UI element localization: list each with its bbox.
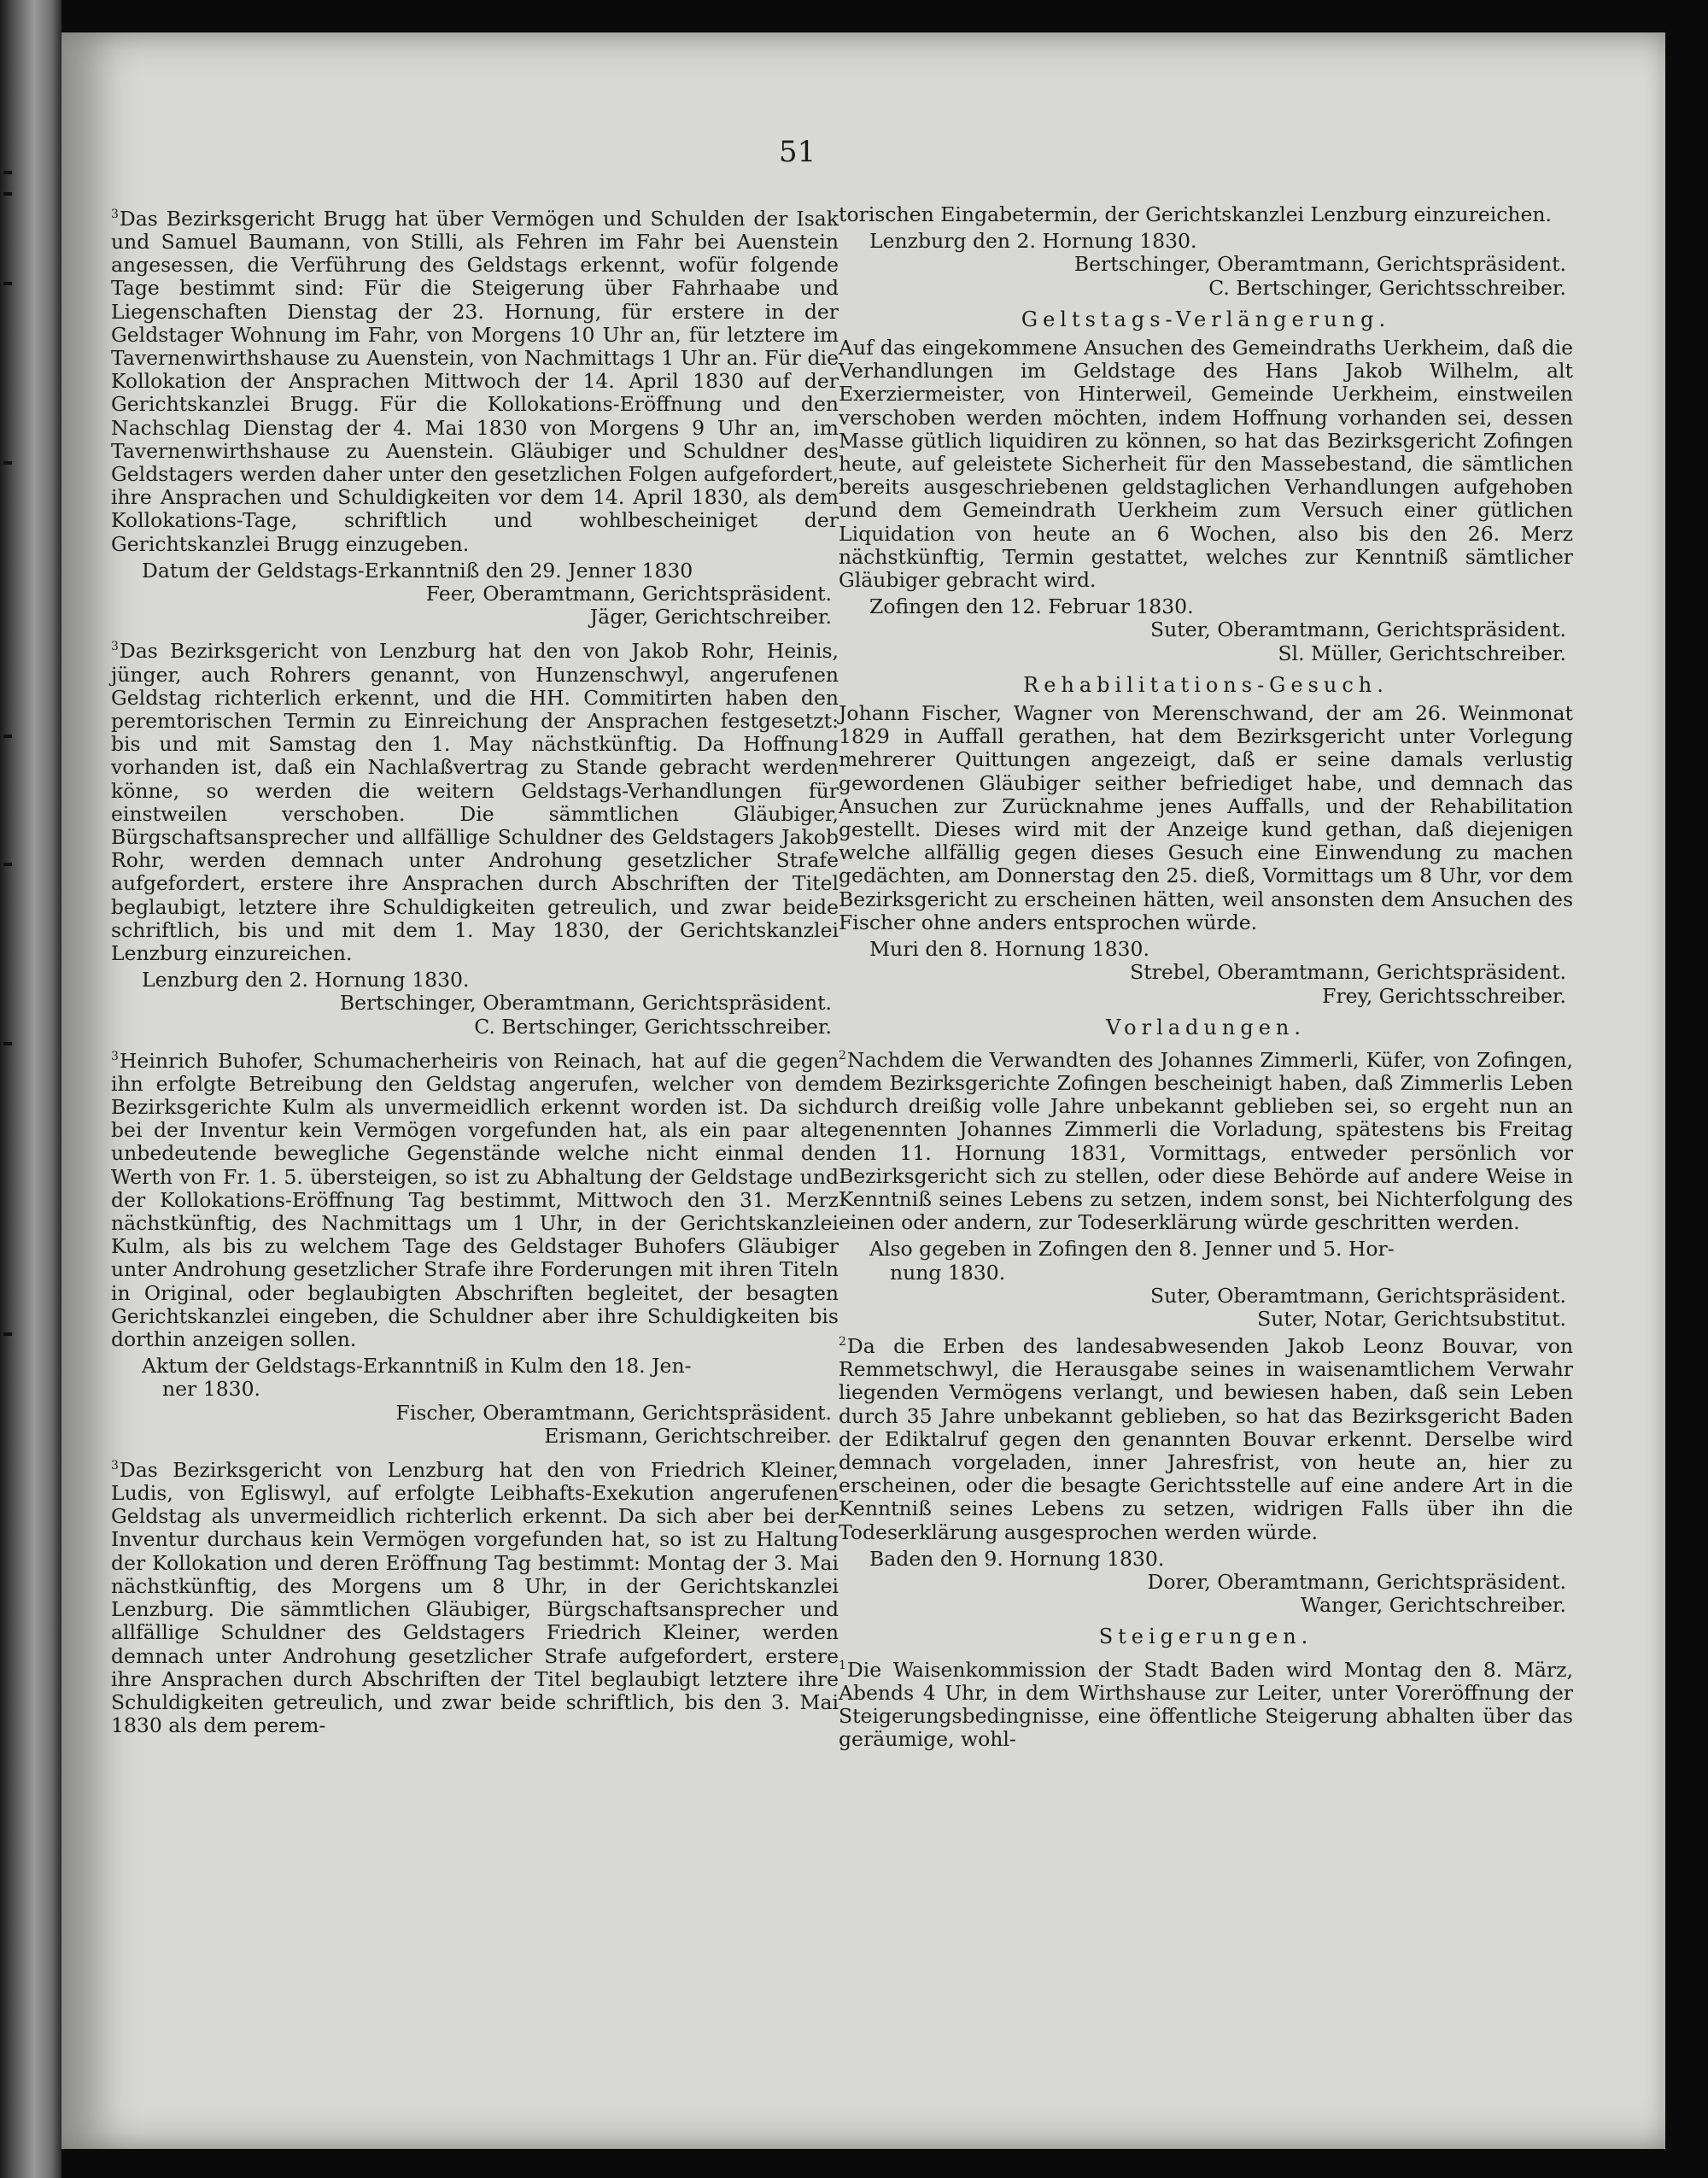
notice-lenzburg-rohr xyxy=(111,635,839,965)
notice-mark: 3 xyxy=(111,640,119,654)
section-heading-steigerungen: Steigerungen. xyxy=(1098,1625,1313,1649)
adjacent-page-edge xyxy=(0,0,61,2178)
signature-clerk: Wanger, Gerichtschreiber. xyxy=(1300,1593,1566,1618)
signature-clerk: Sl. Müller, Gerichtschreiber. xyxy=(1278,641,1566,665)
notice-date: Also gegeben in Zofingen den 8. Jenner und 5. Hor- xyxy=(869,1237,1395,1262)
notice-text: Das Bezirksgericht von Lenzburg hat den von Friedrich Kleiner, Ludis, von Egliswyl, auf erfolgte Leibhafts-Exekution angerufenen Geldstag als unvermeidlich richterlich erkennt. Da sich aber bei der Inventur durchaus kein Vermögen vorgefunden hat, so ist zu Haltung der Kollokation und deren Eröffnung Tag bestimmt: Montag der 3. Mai nächstkünftig, des Morgens um 8 Uhr, in der Gerichtskanzlei Lenzburg. Die sämmtlichen Gläubiger, Bürgschaftsansprecher und allfällige Schuldner des Geldstagers Friedrich Kleiner, werden demnach unter Androhung gesetzlicher Strafe aufgefordert, erstere ihre Ansprachen durch Abschriften der Titel beglaubigt letztere ihre Schuldigkeiten getreulich, und zwar beide schriftlich, bis den 3. Mai 1830 als dem perem- xyxy=(111,1457,839,1738)
section-heading-geltstags-verlaengerung: Geltstags-Verlängerung. xyxy=(1021,307,1391,331)
notice-bouvar xyxy=(839,1331,1573,1544)
newspaper-page xyxy=(61,32,1665,2149)
notice-date: Lenzburg den 2. Hornung 1830. xyxy=(869,229,1197,254)
signature-president: Bertschinger, Oberamtmann, Gerichtspräsident. xyxy=(1073,252,1566,277)
page-number: 51 xyxy=(779,135,816,169)
notice-date: Lenzburg den 2. Hornung 1830. xyxy=(142,968,470,992)
signature-clerk: Jäger, Gerichtschreiber. xyxy=(589,605,832,629)
notice-mark: 3 xyxy=(111,1049,119,1063)
notice-text: Nachdem die Verwandten des Johannes Zimmerli, Küfer, von Zofingen, dem Bezirksgerichte Zofingen bescheinigt haben, daß Zimmerlis Leben durch dreißig volle Jahre unbekannt geblieben sei, so ergeht nun an genennten Johannes Zimmerli die Vorladung, spätestens bis Freitag den 11. Hornung 1831, Vormittags, entweder persönlich vor Bezirksgericht sich zu stellen, oder diese Behörde auf andere Weise in Kenntniß seines Lebens zu setzen, indem sonst, bei Nichterfolgung des einen oder andern, zur Todeserklärung würde geschritten werden. xyxy=(839,1047,1573,1235)
right-column xyxy=(839,203,1573,1754)
signature-president: Strebel, Oberamtmann, Gerichtspräsident. xyxy=(1130,960,1566,985)
notice-text: Das Bezirksgericht von Lenzburg hat den von Jakob Rohr, Heinis, jünger, auch Rohrers genannt, von Hunzenschwyl, angerufenen Geldstag richterlich erkennt, und die HH. Commitirten haben den peremtorischen Termin zu Einreichung der Ansprachen festgesetzt: bis und mit Samstag den 1. May nächstkünftig. Da Hoffnung vorhanden ist, daß ein Nachlaßvertrag zu Stande gebracht werden könne, so werden die weitern Geldstags-Verhandlungen für einstweilen verschoben. Die sämmtlichen Gläubiger, Bürgschaftsansprecher und allfällige Schuldner des Geldstagers Jakob Rohr, werden demnach unter Androhung gesetzlicher Strafe aufgefordert, erstere ihre Ansprachen durch Abschriften der Titel beglaubigt, letztere ihre Schuldigkeiten getreulich, und zwar beide schriftlich, bis und mit dem 1. May 1830, der Gerichtskanzlei Lenzburg einzureichen. xyxy=(111,639,839,965)
notice-text: Das Bezirksgericht Brugg hat über Vermögen und Schulden der Isak und Samuel Baumann, von Stilli, als Fehren im Fahr bei Auenstein angesessen, die Verführung des Geldstags erkennt, wofür folgende Tage bestimmt sind: Für die Steigerung über Fahrhaabe und Liegenschaften Dienstag der 23. Hornung, für erstere in der Geldstager Wohnung im Fahr, von Morgens 10 Uhr an, für letztere im Tavernenwirthshause zu Auenstein, von Nachmittags 1 Uhr an. Für die Kollokation der Ansprachen Mittwoch der 14. April 1830 auf der Gerichtskanzlei Brugg. Für die Kollokations-Eröffnung und den Nachschlag Dienstag der 4. Mai 1830 von Morgens 9 Uhr an, im Tavernenwirthshause zu Auenstein. Gläubiger und Schuldner des Geldstagers werden daher unter den gesetzlichen Folgen aufgefordert, ihre Ansprachen und Schuldigkeiten vor dem 14. April 1830, als dem Kollokations-Tage, schriftlich und wohlbescheiniget der Gerichtskanzlei Brugg einzugeben. xyxy=(111,206,839,556)
notice-mark: 3 xyxy=(111,208,119,221)
notice-uerkheim: Auf das eingekommene Ansuchen des Gemeindraths Uerkheim, daß die Verhandlungen im Geldstage des Hans Jakob Wilhelm, alt Exerziermeister, von Hinterweil, Gemeinde Uerkheim, einstweilen verschoben werden möchten, indem Hoffnung vorhanden sei, dessen Masse gütlich liquidiren zu können, so hat das Bezirksgericht Zofingen heute, auf geleistete Sicherheit für den Massebestand, die sämtlichen bereits ausgeschriebenen geldstaglichen Verhandlungen aufgehoben und dem Gemeindrath Uerkheim zum Versuch einer gütlichen Liquidation von heute an 6 Wochen, also bis den 26. Merz nächstkünftig, Termin gestattet, welches zur Kenntniß sämtlicher Gläubiger gebracht wird. xyxy=(839,336,1573,593)
signature-president: Feer, Oberamtmann, Gerichtspräsident. xyxy=(425,582,832,606)
notice-zimmerli xyxy=(839,1045,1573,1234)
notice-brugg xyxy=(111,203,839,556)
signature-president: Suter, Oberamtmann, Gerichtspräsident. xyxy=(1150,618,1566,642)
notice-date-continued: ner 1830. xyxy=(162,1377,261,1402)
notice-fischer: Johann Fischer, Wagner von Merenschwand, der am 26. Weinmonat 1829 in Auffall gerathen, hat dem Bezirksgericht unter Vorlegung mehrerer Quittungen angezeigt, daß er seine damals verlustig gewordenen Gläubiger seither befriediget habe, und demnach das Ansuchen zur Zurücknahme jenes Auffalls, und der Rehabilitation gestellt. Dieses wird mit der Anzeige kund gethan, daß diejenigen welche allfällig gegen dieses Gesuch eine Einwendung zu machen gedächten, am Donnerstag den 25. dieß, Vormittags um 8 Uhr, vor dem Bezirksgericht zu erscheinen hätten, weil ansonsten dem Ansuchen des Fischer ohne anders entsprochen würde. xyxy=(839,701,1573,934)
notice-text: Die Waisenkommission der Stadt Baden wird Montag den 8. März, Abends 4 Uhr, in dem Wirthshause zur Leiter, unter Voreröffnung der Steigerungsbedingnisse, eine öffentliche Steigerung abhalten über das geräumige, wohl- xyxy=(839,1657,1573,1752)
left-column xyxy=(111,203,839,1741)
notice-continuation: torischen Eingabetermin, der Gerichtskanzlei Lenzburg einzureichen. xyxy=(839,202,1553,226)
signature-president: Suter, Oberamtmann, Gerichtspräsident. xyxy=(1150,1283,1566,1308)
notice-date: Baden den 9. Hornung 1830. xyxy=(869,1546,1165,1571)
notice-date: Muri den 8. Hornung 1830. xyxy=(869,937,1149,962)
notice-date-continued: nung 1830. xyxy=(890,1260,1006,1285)
section-heading-vorladungen: Vorladungen. xyxy=(1106,1015,1306,1039)
signature-clerk: C. Bertschinger, Gerichtsschreiber. xyxy=(1208,275,1566,300)
notice-mark: 2 xyxy=(839,1048,846,1063)
signature-president: Bertschinger, Oberamtmann, Gerichtspräsident. xyxy=(339,991,832,1016)
notice-mark: 2 xyxy=(839,1335,846,1350)
notice-mark: 1 xyxy=(839,1658,846,1672)
notice-date: Zofingen den 12. Februar 1830. xyxy=(869,594,1194,619)
signature-clerk: Suter, Notar, Gerichtsubstitut. xyxy=(1257,1306,1566,1331)
signature-president: Dorer, Oberamtmann, Gerichtspräsident. xyxy=(1147,1570,1566,1595)
notice-mark: 3 xyxy=(111,1459,119,1473)
notice-text: Da die Erben des landesabwesenden Jakob Leonz Bouvar, von Remmetschwyl, die Herausgabe seines in waisenamtlichem Verwahr liegenden Vermögens verlangt, und bewiesen haben, daß sein Leben durch 35 Jahre unbekannt geblieben, so hat das Bezirksgericht Baden der Ediktalruf gegen den genannten Bouvar erkennt. Derselbe wird demnach vorgeladen, inner Jahresfrist, von heute an, hier zu erscheinen, oder die besagte Gerichtsstelle auf eine andere Art in die Kenntniß seines Lebens zu setzen, widrigen Falls über ihn die Todeserklärung ausgesprochen werden würde. xyxy=(839,1334,1573,1544)
notice-kulm-buhofer xyxy=(111,1045,839,1351)
section-heading-rehabilitation: Rehabilitations-Gesuch. xyxy=(1023,672,1389,697)
signature-president: Fischer, Oberamtmann, Gerichtspräsident. xyxy=(395,1400,832,1425)
notice-waisenkommission-baden xyxy=(839,1654,1573,1752)
signature-clerk: Frey, Gerichtsschreiber. xyxy=(1322,983,1566,1008)
notice-text: Heinrich Buhofer, Schumacherheiris von Reinach, hat auf die gegen ihn erfolgte Betreibung den Geldstag angerufen, welcher von dem Bezirksgerichte Kulm als unvermeidlich erkennt worden ist. Da sich bei der Inventur kein Vermögen vorgefunden hat, als ein paar alte unbedeutende bewegliche Gegenstände welche nicht einmal den Werth von Fr. 1. 5. übersteigen, so ist zu Abhaltung der Geldstage und der Kollokations-Eröffnung Tag bestimmt, Mittwoch den 31. Merz nächstkünftig, des Nachmittags um 1 Uhr, in der Gerichtskanzlei Kulm, als bis zu welchem Tage des Geldstager Buhofers Gläubiger unter Androhung gesetzlicher Strafe ihre Forderungen mit ihren Titeln in Original, oder beglaubigten Abschriften begleitet, der besagten Gerichtskanzlei eingeben, die Schuldner aber ihre Schuldigkeiten bis dorthin anzeigen sollen. xyxy=(111,1048,839,1352)
notice-date: Aktum der Geldstags-Erkanntniß in Kulm den 18. Jen- xyxy=(142,1354,692,1379)
notice-lenzburg-kleiner xyxy=(111,1455,839,1737)
signature-clerk: Erismann, Gerichtschreiber. xyxy=(544,1423,832,1448)
signature-clerk: C. Bertschinger, Gerichtsschreiber. xyxy=(474,1014,832,1039)
notice-date: Datum der Geldstags-Erkanntniß den 29. Jenner 1830 xyxy=(142,558,693,583)
